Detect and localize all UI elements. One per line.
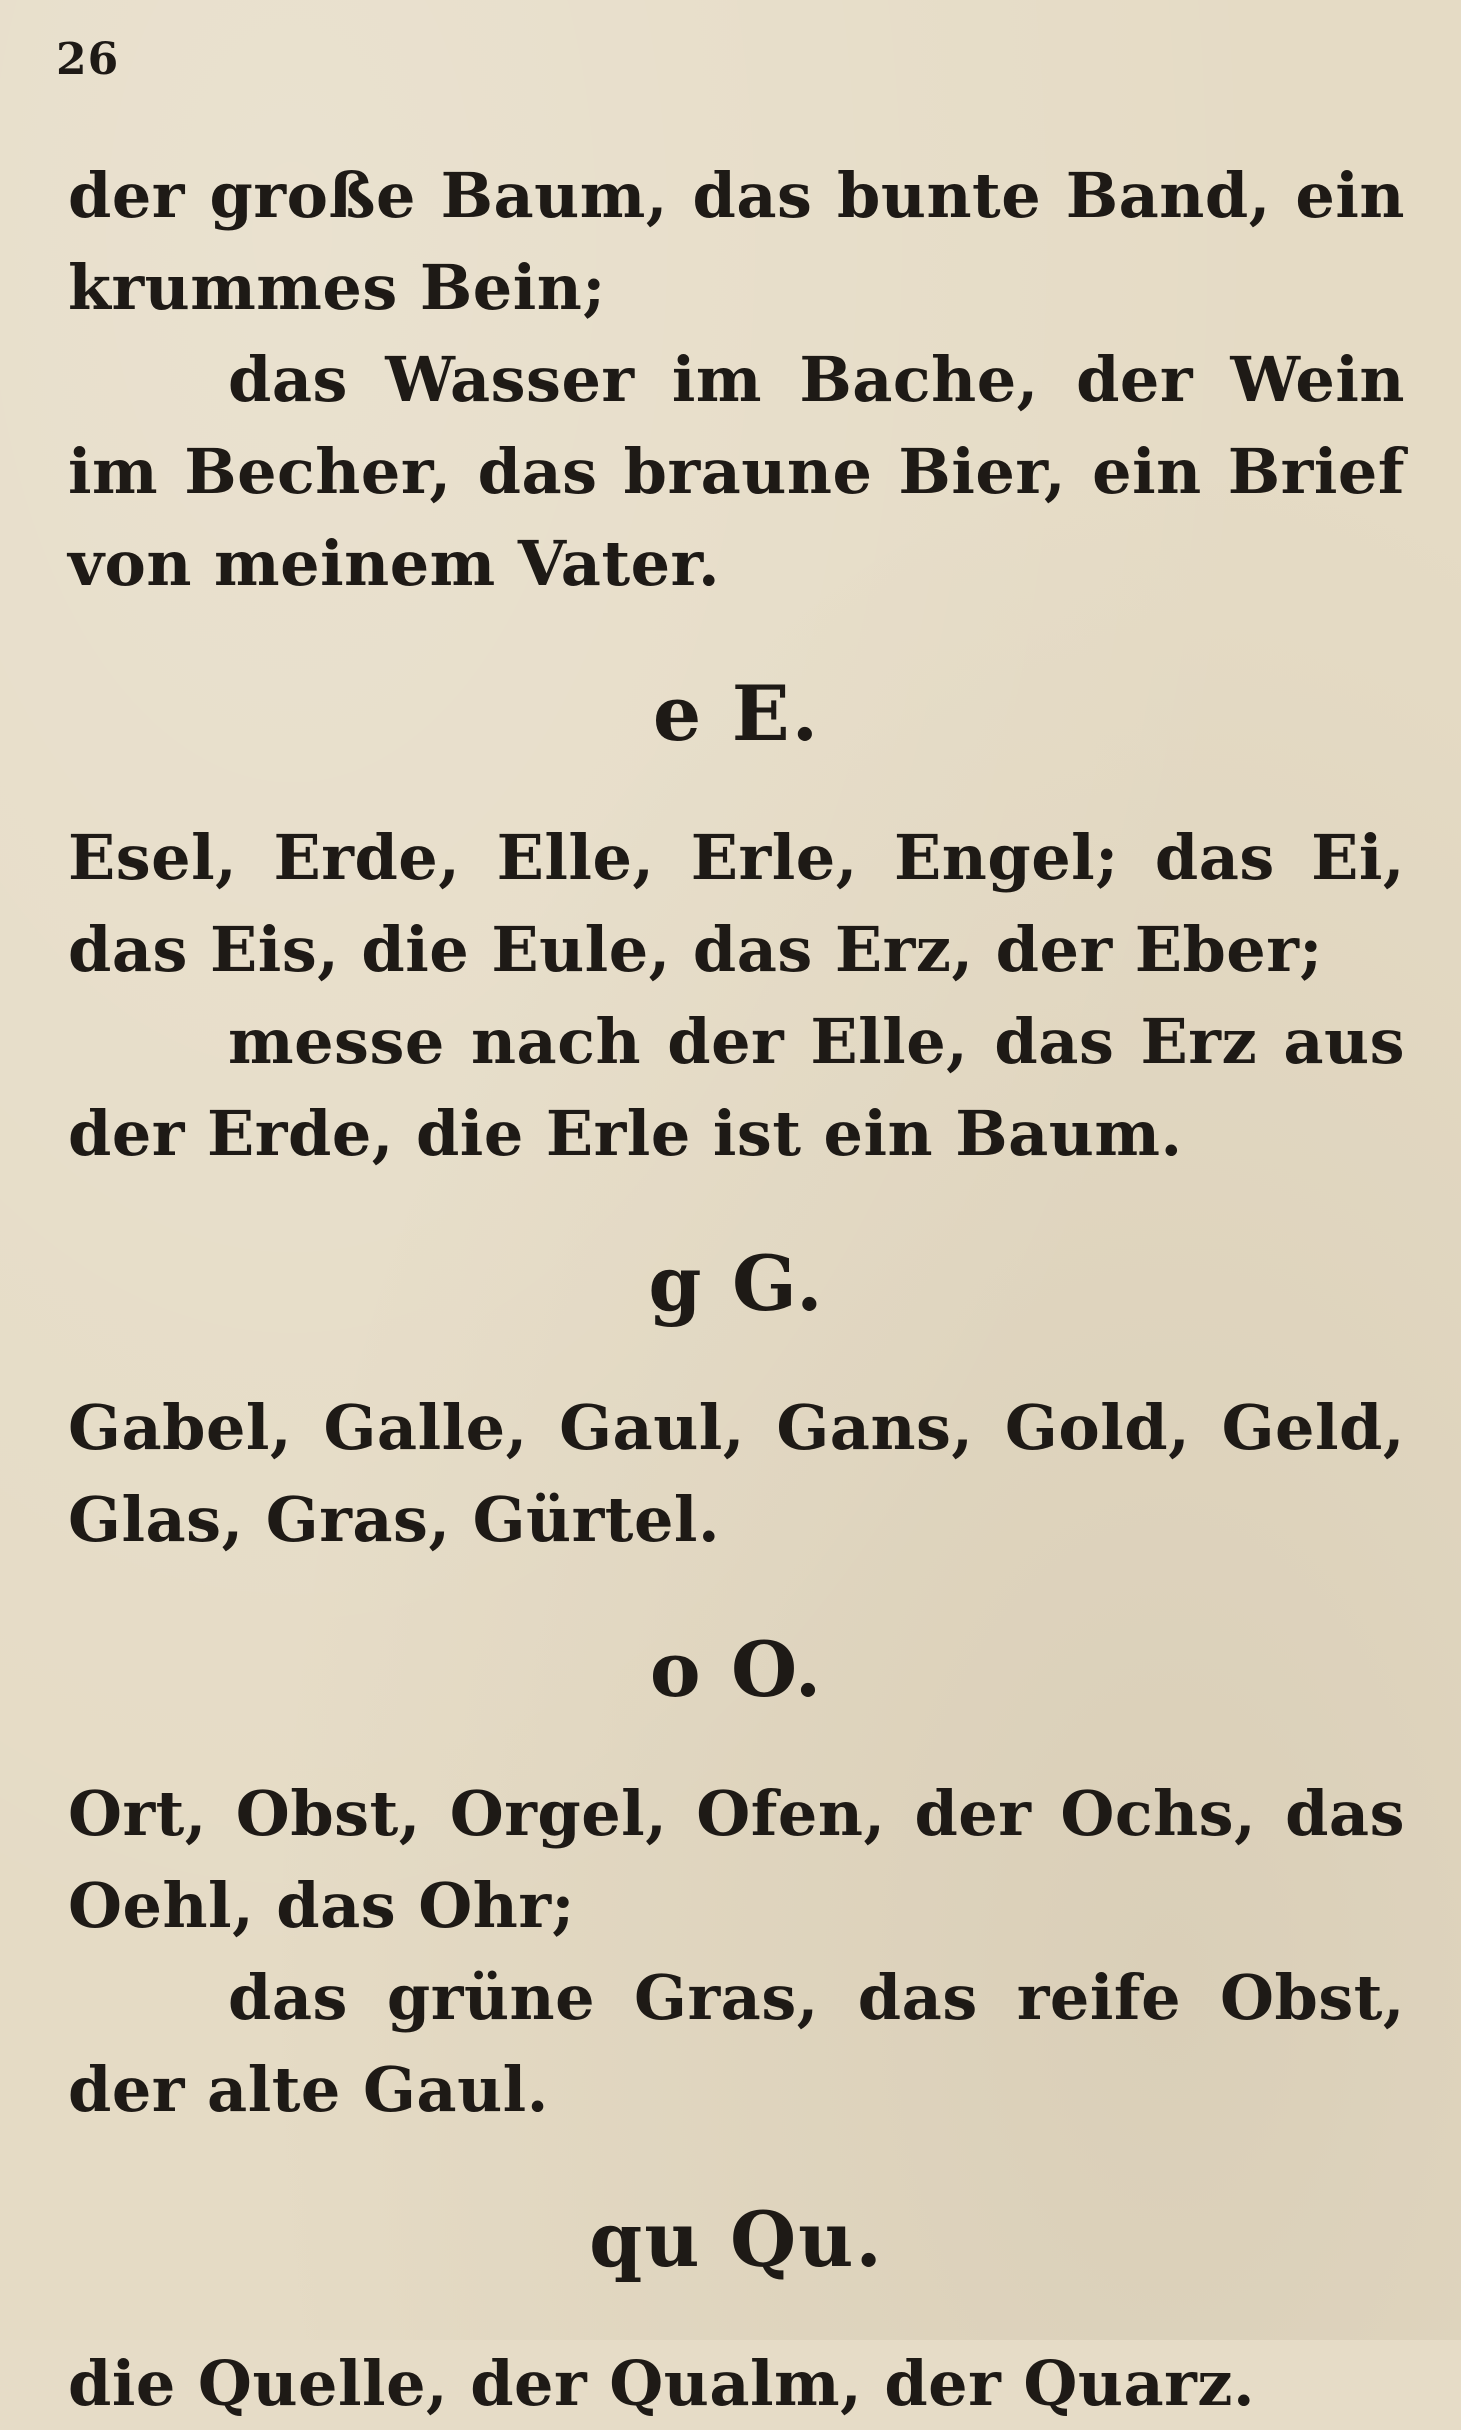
e-paragraph-2: messe nach der Elle, das Erz aus der Erde, die Erle ist ein Baum. [68, 1005, 1405, 1170]
section-heading-qu: qu Qu. [589, 2195, 884, 2284]
intro-paragraph-1: der große Baum, das bunte Band, ein krummes Bein; [68, 159, 1405, 324]
section-heading-o: o O. [649, 1625, 824, 1714]
page-text [68, 150, 1405, 2430]
page-number: 26 [56, 34, 120, 85]
o-paragraph-2: das grüne Gras, das reife Obst, der alte Gaul. [68, 1961, 1405, 2126]
g-paragraph-1: Gabel, Galle, Gaul, Gans, Gold, Geld, Glas, Gras, Gürtel. [68, 1391, 1405, 1556]
o-paragraph-1: Ort, Obst, Orgel, Ofen, der Ochs, das Oehl, das Ohr; [68, 1777, 1405, 1942]
qu-paragraph-1: die Quelle, der Qualm, der Quarz. [68, 2347, 1256, 2420]
section-heading-g: g G. [648, 1239, 825, 1328]
e-paragraph-1: Esel, Erde, Elle, Erle, Engel; das Ei, das Eis, die Eule, das Erz, der Eber; [68, 821, 1405, 986]
section-heading-e: e E. [652, 669, 821, 758]
intro-paragraph-2: das Wasser im Bache, der Wein im Becher, das braune Bier, ein Brief von meinem Vater. [68, 343, 1405, 600]
